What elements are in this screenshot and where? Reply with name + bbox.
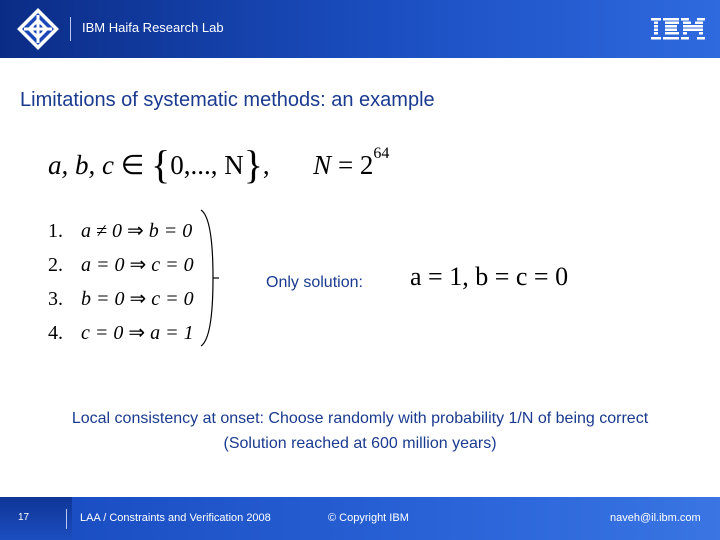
condition-number: 3. [48,288,63,310]
header-divider [70,17,71,41]
footer-divider [66,509,67,529]
condition-premise: c = 0 [81,322,124,344]
condition-conclusion: c = 0 [151,254,194,276]
condition-list [48,214,194,350]
solution-time-note: (Solution reached at 600 million years) [223,435,497,452]
footer-bar [0,497,720,540]
only-solution-label: Only solution: [266,274,363,291]
condition-number: 4. [48,322,63,344]
condition-conclusion: a = 1 [150,322,194,344]
formula-vars: a, b, c [48,150,114,180]
condition-premise: a = 0 [81,254,125,276]
ibm-research-logo-icon [16,7,60,51]
formula-member: ∈ [120,150,145,180]
condition-row [48,214,194,248]
formula-set-content: 0,..., N [170,150,244,180]
lab-name: IBM Haifa Research Lab [82,20,224,35]
formula-n-var: N [313,150,332,180]
ibm-logo-icon [651,18,705,40]
solution-formula: a = 1, b = c = 0 [410,262,569,291]
condition-number: 1. [48,220,63,242]
condition-premise: b = 0 [81,288,125,310]
implies-symbol: ⇒ [128,322,146,344]
condition-row [48,248,194,282]
domain-formula [48,137,390,187]
course-label: LAA / Constraints and Verification 2008 [80,512,271,524]
condition-row [48,282,194,316]
formula-comma: , [262,150,270,180]
conditions-bracket [199,208,221,348]
condition-conclusion: b = 0 [148,220,193,242]
condition-premise: a ≠ 0 [81,220,122,242]
consistency-note: Local consistency at onset: Choose randomly with probability 1/N of being correct [71,410,649,427]
formula-equals: = 2 [337,150,374,180]
page-number: 17 [18,512,30,523]
implies-symbol: ⇒ [129,254,147,276]
formula-set-open: { [151,142,171,187]
formula-exponent: 64 [373,145,390,162]
implies-symbol: ⇒ [126,220,144,242]
page-number-box [0,497,72,540]
condition-row [48,316,194,350]
formula-set-close: } [243,142,263,187]
slide-title: Limitations of systematic methods: an example [20,89,435,111]
author-email: naveh@il.ibm.com [610,512,701,524]
implies-symbol: ⇒ [129,288,147,310]
condition-conclusion: c = 0 [151,288,194,310]
header-bar [0,0,720,58]
condition-number: 2. [48,254,63,276]
copyright-label: © Copyright IBM [328,512,409,524]
